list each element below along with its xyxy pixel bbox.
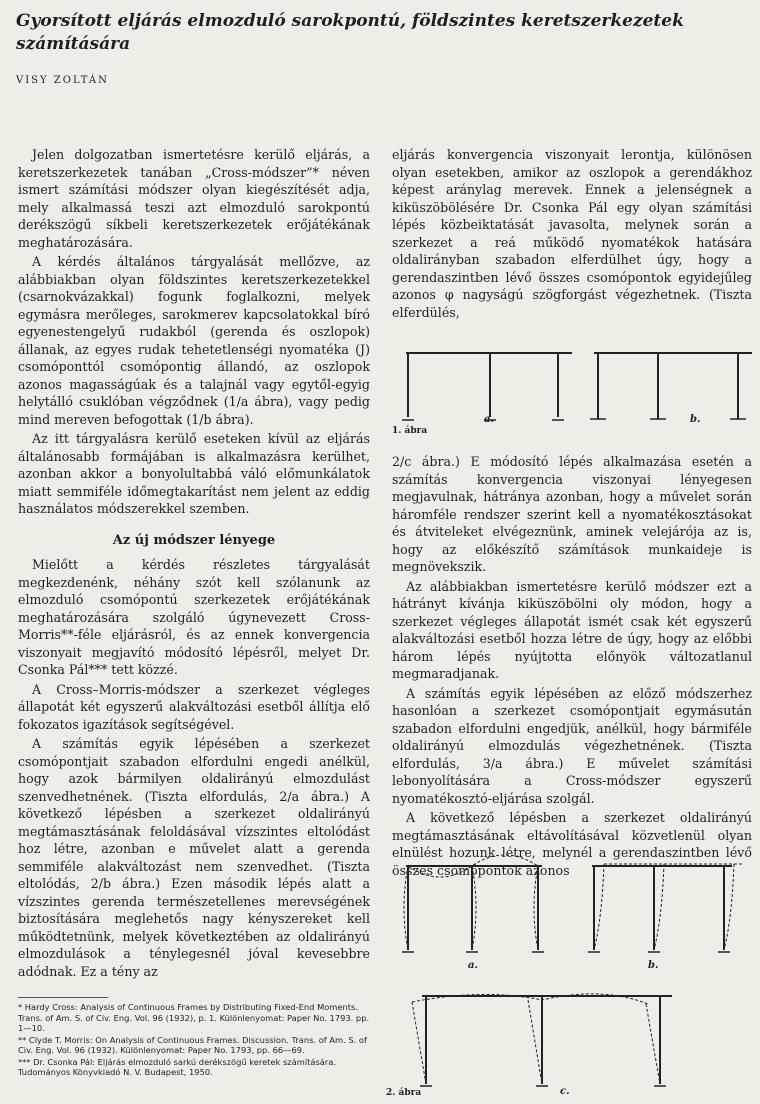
footnote: *** Dr. Csonka Pál: Eljárás elmozduló sarkú derékszögű keretek számítására. Tudományos Könyvkiadó N. V. Budapest, 1950.: [18, 1056, 336, 1077]
paragraph: 2/c ábra.) E módosító lépés alkalmazása esetén a számítás konvergencia viszonyai lényegesen megjavulnak, hátránya azonban, hogy a művelet során háromféle rendszer szerint kell a nyomatékosztásokat és átviteleket elvégeznünk, aminek velejárója az is, hogy az előkészítő számítások munkaideje is megnövekszik.: [392, 454, 752, 574]
paragraph: eljárás konvergencia viszonyait lerontja, különösen olyan esetekben, amikor az oszlopok a gerendákhoz képest aránylag merevek. Ennek a jelenségnek a kiküszöbölésére Dr. Csonka Pál egy olyan számítási lépés közbeiktatását javasolta, melynek során a szerkezet a reá működő nyomatékok hatására oldalirányban szabadon elferdülhet úgy, hogy a gerendaszintben lévő összes csomópontok egyidejűleg azonos φ nagyságú szögforgást végezhetnek. (Tiszta elferdülés,: [392, 147, 752, 320]
left-column: [18, 146, 370, 982]
figure-2c-label: c.: [560, 1086, 570, 1097]
footnote: ** Clyde T. Morris: On Analysis of Continuous Frames. Discussion. Trans. of Am. S. of Civ. Eng. Vol. 96 (1932). Különlenyomat: Paper No. 1793, pp. 66—69.: [18, 1034, 367, 1055]
figure-2a-label: a.: [468, 960, 478, 971]
paragraph: A számítás egyik lépésében a szerkezet csomópontjait szabadon elfordulni engedi anélkül, hogy azok bármilyen oldalirányú elmozdulást szenvedhetnének. (Tiszta elfordulás, 2/a ábra.) A következő lépésben a szerkezet oldalirányú megtámasztásának feloldásával vízszintes eltolódást hoz létre, azonban e művelet alatt a gerenda semmiféle alakváltozást nem szenvedhet. (Tiszta eltolódás, 2/b ábra.) Ezen második lépés alatt a vízszintes gerenda természetellenes merevségének biztosítására meglehetős nagy kényszereket kell működtetnünk, melyek következtében az oldalirányú elmozdulások a ténylegesnél jóval kevesebbre adódnak. Ez a tény az: [18, 736, 370, 979]
paragraph: A Cross–Morris-módszer a szerkezet végleges állapotát két egyszerű alakváltozási esetből állítja elő fokozatos igazítások segítségével.: [18, 681, 370, 732]
footnote-rule: [18, 997, 108, 998]
section-heading: Az új módszer lényege: [112, 532, 276, 548]
article-title: Gyorsított eljárás elmozduló sarokpontú, földszintes keretszerkezetek számítására: [16, 11, 684, 54]
figure-1: [392, 327, 752, 445]
paragraph: A következő lépésben a szerkezet oldalirányú megtámasztásának eltávolításával közvetlenül olyan elnülést hozunk létre, melynél a gerendaszintben lévő összes csomópontok azonos: [392, 810, 752, 878]
right-column: [392, 146, 752, 881]
paragraph: A számítás egyik lépésében az előző módszerhez hasonlóan a szerkezet csomópontjait egymásután szabadon elfordulni engedjük, anélkül, hogy bármiféle oldalirányú elmozdulás végezhetnének. (Tiszta elfordulás, 3/a ábra.) E művelet számítási lebonyolítására a Cross-módszer egyszerű nyomatékosztó-eljárása szolgál.: [392, 685, 752, 806]
figure-2b-label: b.: [648, 960, 659, 971]
author-name: VISY ZOLTÁN: [16, 75, 109, 86]
figure-2-drawing: [392, 838, 752, 1100]
footnote: * Hardy Cross: Analysis of Continuous Frames by Distributing Fixed-End Moments. Trans. of Am. S. of Civ. Eng. Vol. 96 (1932), p. 1. Különlenyomat: Paper No. 1793. pp. 1—10.: [18, 1002, 370, 1033]
footnotes: [18, 1002, 370, 1079]
figure-1a-label: a.: [484, 414, 494, 425]
paragraph: A kérdés általános tárgyalását mellőzve, az alábbiakban olyan földszintes keretszerkezetekkel (csarnokvázakkal) fogunk foglalkozni, melyek egymásra merőleges, sarokmerev kapcsolatokkal bíró egyenestengelyű rudakból (gerenda és oszlopok) állanak, az egyes rudak tehetetlenségi nyomatéka (J) csomóponttól csomópontig állandó, az oszlopok azonos magasságúak és a talajnál vagy egytől-egyig helytálló csuklóban végződnek (1/a ábra), vagy pedig mind mereven befogottak (1/b ábra).: [18, 254, 370, 427]
paragraph: Mielőtt a kérdés részletes tárgyalását megkezdenénk, néhány szót kell szólanunk az elmozduló csomópontú szerkezetek erőjátékának meghatározására szolgáló úgynevezett Cross-Morris**-féle eljárásról, és az ennek konvergencia viszonyait megjavító módosító lépésről, melyet Dr. Csonka Pál*** tett közzé.: [18, 557, 370, 677]
paragraph: Az alábbiakban ismertetésre kerülő módszer ezt a hátrányt kívánja kiküszöbölni oly módon, hogy a szerkezet végleges állapotát ismét csak két egyszerű alakváltozási esetből hozza létre de úgy, hogy az előbbi három lépés nyújtotta előnyök változatlanul megmaradjanak.: [392, 578, 752, 681]
figure-2-caption: 2. ábra: [386, 1088, 422, 1098]
figure-1-caption: 1. ábra: [392, 426, 428, 436]
figure-2: [386, 838, 752, 1100]
paragraph: Az itt tárgyalásra kerülő eseteken kívül az eljárás általánosabb formájában is alkalmazásra kerülhet, azonban akkor a bonyolultabbá váló előmunkálatok miatt semmiféle időmegtakarítást nem jelent az eddig használatos módszerekkel szemben.: [18, 431, 370, 516]
figure-1b-label: b.: [690, 414, 701, 425]
paragraph: Jelen dolgozatban ismertetésre kerülő eljárás, a keretszerkezetek tanában „Cross-módszer”* néven ismert számítási módszer olyan kiegészítését adja, mely alkalmassá teszi azt elmozduló sarokpontú derékszögű síkbeli keretszerkezetek erőjátékának meghatározására.: [18, 147, 370, 250]
